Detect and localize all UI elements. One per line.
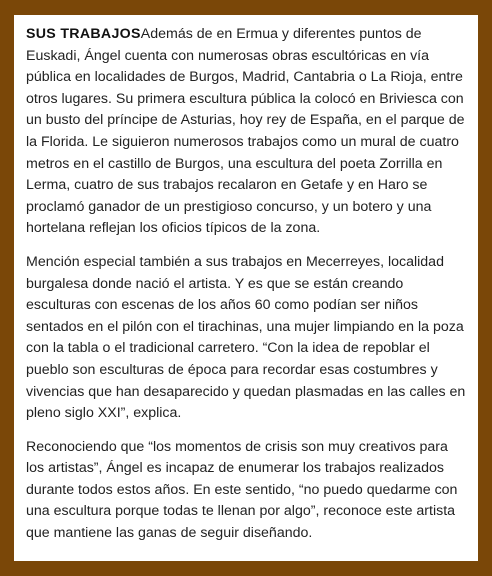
paragraph-1-text: Además de en Ermua y diferentes puntos de Euskadi, Ángel cuenta con numerosas obras escultóricas en vía pública en localidades de Burgos, Madrid, Cantabria o La Rioja, entre otros lugares. Su primera escultura pública la colocó en Briviesca con un busto del príncipe de Asturias, hoy rey de España, en el parque de la Florida. Le siguieron numerosos trabajos como un mural de cuatro metros en el castillo de Burgos, una escultura del poeta Zorrilla en Lerma, cuatro de sus trabajos recalaron en Getafe y en Haro se proclamó ganador de un prestigioso concurso, y un botero y una hortelana reflejan los oficios típicos de la zona.: [26, 26, 465, 237]
section-heading: SUS TRABAJOS: [26, 26, 141, 42]
article-paragraph-2: Mención especial también a sus trabajos en Mecerreyes, localidad burgalesa donde nació el artista. Y es que se están creando esculturas con escenas de los años 60 como podían ser niños sentados en el pilón con el tirachinas, una mujer limpiando en la poza con la tabla o el tradicional carretero. “Con la idea de repoblar el pueblo son esculturas de época para recordar esas costumbres y vivencias que han desaparecido y quedan plasmadas en las calles en pleno siglo XXI”, explica.: [26, 253, 466, 422]
article-panel: [14, 15, 478, 561]
article-paragraph-3: Reconociendo que “los momentos de crisis son muy creativos para los artistas”, Ángel es incapaz de enumerar los trabajos realizados durante todos estos años. En este sentido, “no puedo quedarme con una escultura porque todas te llenan por algo”, reconoce este artista que mantiene las ganas de seguir diseñando.: [26, 438, 458, 542]
article-paragraph-1: [26, 24, 468, 240]
